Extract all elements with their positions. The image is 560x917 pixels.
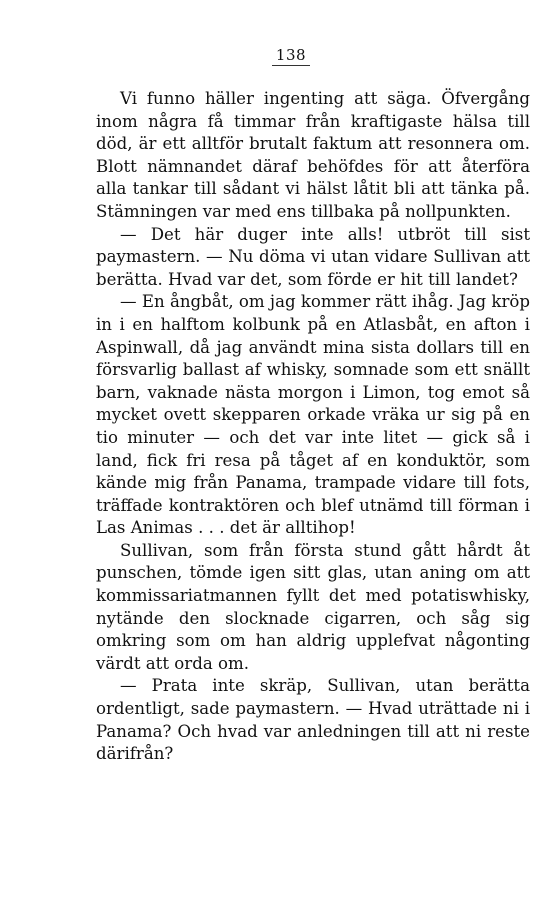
paragraph-4: Sullivan, som från första stund gått hårdt åt punschen, tömde igen sitt glas, utan aning om att kommissariatmannen fyllt det med potatiswhisky, nytände den slocknade cigarren, och såg sig omkring som om han aldrig upplefvat någonting värdt att orda om. (96, 540, 530, 673)
page-number-text: 138 (272, 46, 310, 66)
body-text (96, 88, 530, 766)
paragraph-2: — Det här duger inte alls! utbröt till sist paymastern. — Nu döma vi utan vidare Sullivan att berätta. Hvad var det, som förde er hit till landet? (96, 224, 530, 289)
paragraph-5: — Prata inte skräp, Sullivan, utan berätta ordentligt, sade paymastern. — Hvad uträttade ni i Panama? Och hvad var anledningen till att ni reste därifrån? (96, 676, 530, 764)
page-number (0, 46, 560, 66)
paragraph-3: — En ångbåt, om jag kommer rätt ihåg. Jag kröp in i en halftom kolbunk på en Atlasbåt, en afton i Aspinwall, då jag användt mina sista dollars till en försvarlig ballast af whisky, somnade som ett snällt barn, vaknade nästa morgon i Limon, tog emot så mycket ovett skepparen orkade vräka ur sig på en tio minuter — och det var inte litet — gick så i land, fick fri resa på tåget af en konduktör, som kände mig från Panama, trampade vidare till fots, träffade kontraktören och blef utnämd till förman i Las Animas . . . det är alltihop! (96, 292, 530, 538)
paragraph-1: Vi funno häller ingenting att säga. Öfvergång inom några få timmar från kraftigaste hälsa till död, är ett alltför brutalt faktum att resonnera om. Blott nämnandet däraf behöfdes för att återföra alla tankar till sådant vi hälst låtit bli att tänka på. Stämningen var med ens tillbaka på nollpunkten. (96, 89, 530, 221)
